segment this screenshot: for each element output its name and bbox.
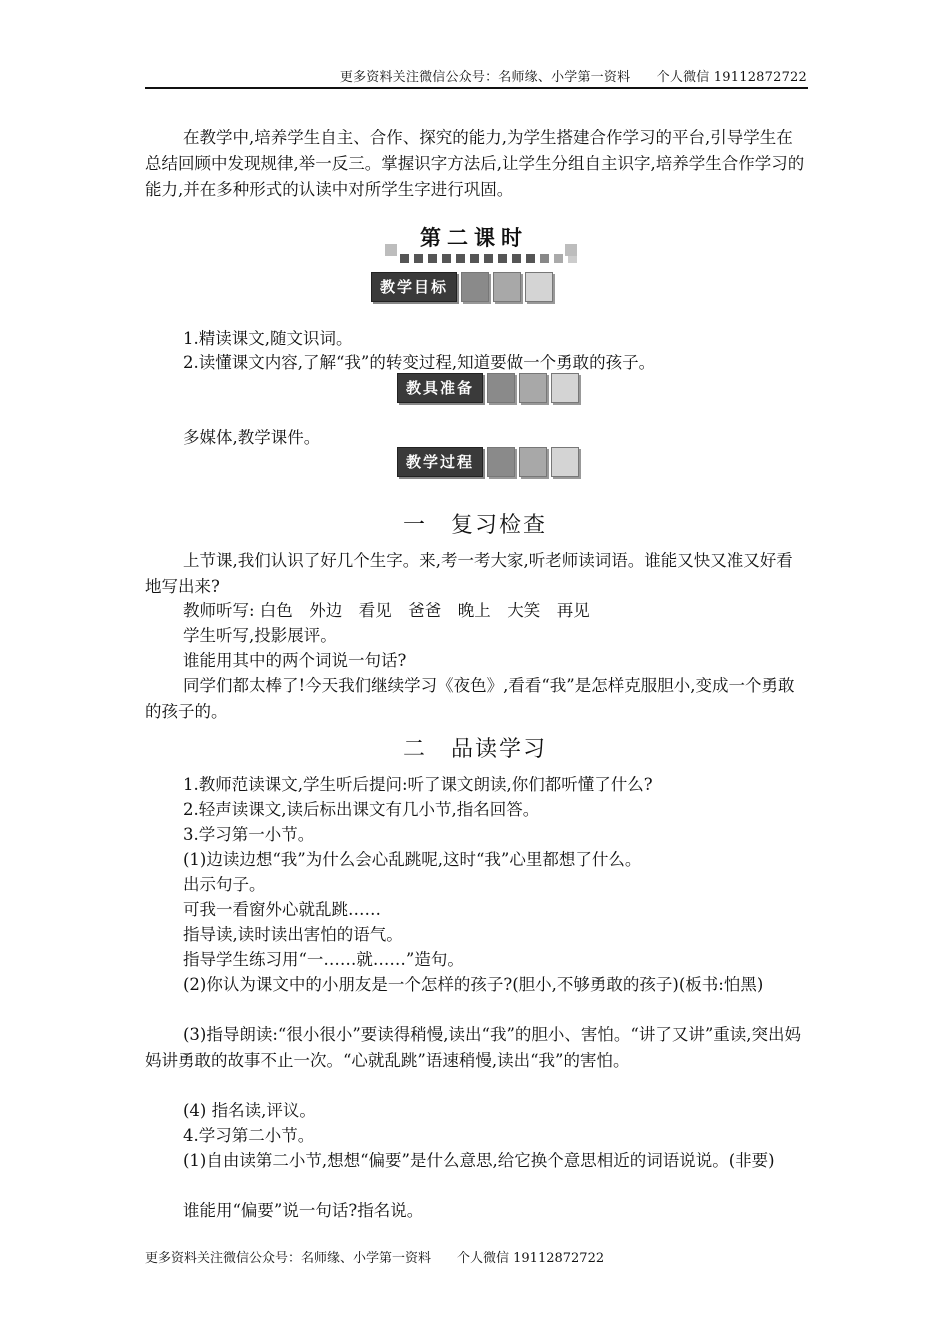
section2-line-7: 指导读,读时读出害怕的语气。	[183, 925, 403, 944]
section2-paragraph-3: (1)自由读第二小节,想想“偏要”是什么意思,给它换个意思相近的词语说说。(非要)	[183, 1151, 775, 1170]
section2-line-3: 3.学习第一小节。	[183, 825, 315, 844]
title-corner-right	[565, 244, 577, 256]
goal-2: 2.读懂课文内容,了解“我”的转变过程,知道要做一个勇敢的孩子。	[183, 353, 656, 372]
section1-title: 一 复习检查	[402, 513, 547, 538]
title-underline-dots	[400, 254, 577, 263]
section2-paragraph-2: (3)指导朗读:“很小很小”要读得稍慢,读出“我”的胆小、害怕。“讲了又讲”重读,突出妈妈讲勇敢的故事不止一次。“心就乱跳”语速稍慢,读出“我”的害怕。	[145, 1025, 802, 1070]
badge-process	[397, 447, 579, 477]
section2-line-2: 2.轻声读课文,读后标出课文有几小节,指名回答。	[183, 800, 540, 819]
section1-dictation: 教师听写: 白色 外边 看见 爸爸 晚上 大笑 再见	[183, 601, 590, 620]
section2-line-6: 可我一看窗外心就乱跳……	[183, 900, 381, 919]
section2-title: 二 品读学习	[402, 737, 547, 762]
section2-line-5: 出示句子。	[183, 875, 266, 894]
intro-paragraph: 在教学中,培养学生自主、合作、探究的能力,为学生搭建合作学习的平台,引导学生在总结回顾中发现规律,举一反三。掌握识字方法后,让学生分组自主识字,培养学生合作学习的能力,并在多种形式的认读中对所学生字进行巩固。	[145, 128, 805, 199]
title-corner-left	[385, 244, 397, 256]
section1-line-2: 学生听写,投影展评。	[183, 626, 337, 645]
section2-line-1: 1.教师范读课文,学生听后提问:听了课文朗读,你们都听懂了什么?	[183, 775, 653, 794]
section2-line-9: (4) 指名读,评议。	[183, 1101, 316, 1120]
section1-paragraph-1: 上节课,我们认识了好几个生字。来,考一考大家,听老师读词语。谁能又快又准又好看地写出来?	[145, 551, 793, 596]
badge-tools-label: 教具准备	[397, 373, 483, 403]
section2-line-10: 4.学习第二小节。	[183, 1126, 315, 1145]
section2-line-8: 指导学生练习用“一……就……”造句。	[183, 950, 464, 969]
badge-goals-label: 教学目标	[371, 272, 457, 302]
section1-paragraph-2: 同学们都太棒了!今天我们继续学习《夜色》,看看“我”是怎样克服胆小,变成一个勇敢的孩子的。	[145, 676, 795, 721]
section1-line-3: 谁能用其中的两个词说一句话?	[183, 651, 407, 670]
badge-process-label: 教学过程	[397, 447, 483, 477]
lesson-title: 第二课时	[420, 226, 528, 250]
page-footer: 更多资料关注微信公众号：名师缘、小学第一资料 个人微信 19112872722	[145, 1251, 605, 1266]
badge-tools	[397, 373, 579, 403]
section2-paragraph-1: (2)你认为课文中的小朋友是一个怎样的孩子?(胆小,不够勇敢的孩子)(板书:怕黑)	[183, 975, 764, 994]
badge-goals	[371, 272, 553, 302]
tools-text: 多媒体,教学课件。	[183, 428, 321, 447]
section2-line-11: 谁能用“偏要”说一句话?指名说。	[183, 1201, 424, 1220]
header-rule	[145, 87, 808, 89]
section2-line-4: (1)边读边想“我”为什么会心乱跳呢,这时“我”心里都想了什么。	[183, 850, 642, 869]
goal-1: 1.精读课文,随文识词。	[183, 329, 353, 348]
page-header: 更多资料关注微信公众号：名师缘、小学第一资料 个人微信 19112872722	[339, 70, 807, 85]
